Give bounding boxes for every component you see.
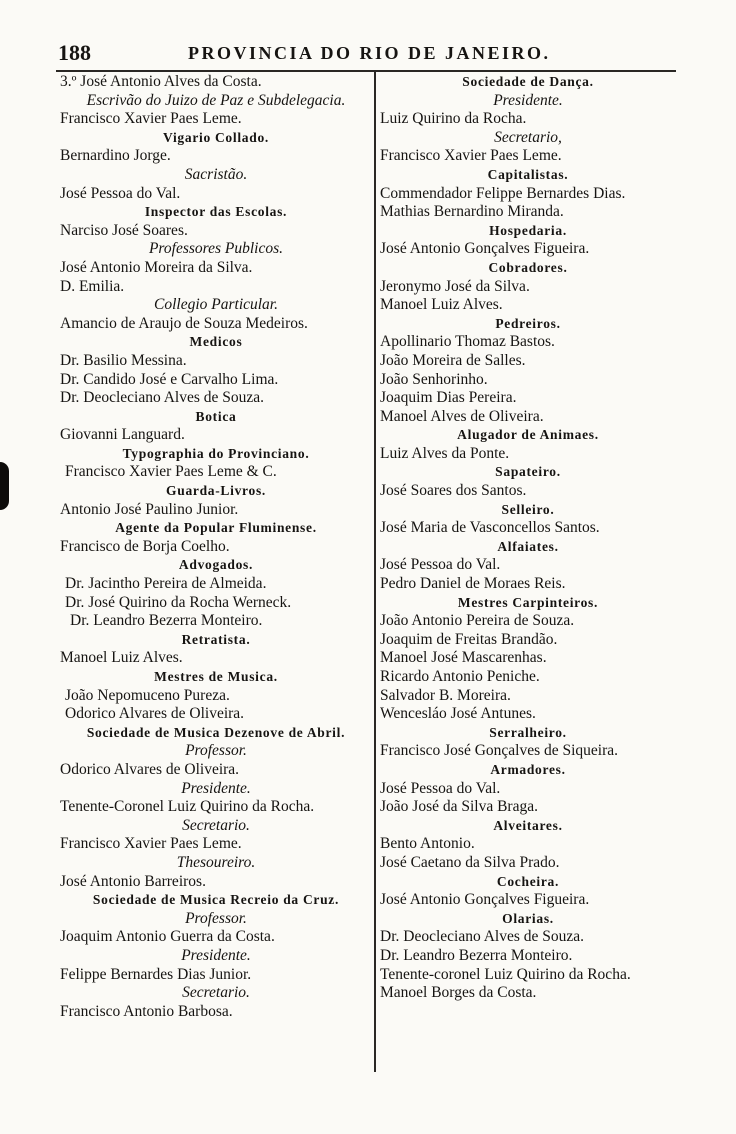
directory-entry: Francisco José Gonçalves de Siqueira. — [380, 742, 619, 760]
directory-entry: José Pessoa do Val. — [380, 779, 501, 797]
directory-entry: Francisco Xavier Paes Leme. — [380, 147, 562, 165]
role-title: Presidente. — [181, 946, 251, 964]
role-title: Presidente. — [493, 91, 563, 109]
directory-entry: José Maria de Vasconcellos Santos. — [380, 519, 600, 537]
directory-entry: Manoel Borges da Costa. — [380, 984, 537, 1002]
section-heading: Capitalistas. — [487, 166, 569, 182]
directory-entry: Dr. Deocleciano Alves de Souza. — [60, 389, 265, 407]
directory-entry: Luiz Alves da Ponte. — [380, 444, 510, 462]
directory-entry: Dr. Jacintho Pereira de Almeida. — [65, 575, 267, 593]
left-column — [60, 73, 372, 1021]
section-heading: Botica — [195, 408, 237, 424]
section-heading: Typographia do Provinciano. — [122, 445, 310, 461]
directory-entry: Dr. Leandro Bezerra Monteiro. — [380, 946, 573, 964]
column-divider — [374, 72, 376, 1072]
section-heading: Sociedade de Musica Recreio da Cruz. — [92, 892, 340, 908]
directory-entry: Dr. Leandro Bezerra Monteiro. — [70, 612, 263, 630]
directory-entry: Narciso José Soares. — [60, 221, 188, 239]
ink-blot — [0, 462, 9, 510]
directory-entry: Odorico Alvares de Oliveira. — [65, 705, 245, 723]
section-heading: Mestres Carpinteiros. — [457, 594, 599, 610]
directory-entry: Francisco de Borja Coelho. — [60, 537, 230, 555]
directory-entry: Joaquim Dias Pereira. — [380, 389, 517, 407]
role-title: Secretario. — [182, 816, 250, 834]
section-heading: Alveitares. — [493, 817, 563, 833]
section-heading: Retratista. — [181, 631, 251, 647]
directory-entry: Manoel Luiz Alves. — [380, 296, 503, 314]
role-title: Sacristão. — [184, 165, 248, 183]
directory-entry: Manoel Alves de Oliveira. — [380, 407, 544, 425]
section-heading: Sociedade de Musica Dezenove de Abril. — [86, 724, 346, 740]
directory-entry: Dr. José Quirino da Rocha Werneck. — [65, 593, 292, 611]
directory-entry: Ricardo Antonio Peniche. — [380, 668, 540, 685]
directory-entry: José Antonio Gonçalves Figueira. — [380, 891, 590, 909]
role-title: Professor. — [185, 742, 247, 760]
section-heading: Pedreiros. — [495, 315, 561, 331]
directory-entry: João Nepomuceno Pureza. — [65, 686, 230, 704]
directory-entry: Salvador B. Moreira. — [380, 686, 511, 704]
section-heading: Sapateiro. — [495, 464, 561, 480]
directory-entry: Amancio de Araujo de Souza Medeiros. — [60, 314, 308, 332]
section-heading: Armadores. — [490, 761, 566, 777]
page-header — [58, 40, 678, 68]
section-heading: Alfaiates. — [497, 538, 559, 554]
section-heading: Inspector das Escolas. — [144, 204, 288, 220]
directory-entry: Jeronymo José da Silva. — [380, 277, 530, 295]
header-rule — [56, 70, 676, 72]
directory-entry: Felippe Bernardes Dias Junior. — [60, 965, 252, 983]
directory-entry: D. Emilia. — [60, 277, 125, 295]
right-column — [380, 73, 676, 1003]
directory-entry: Dr. Basilio Messina. — [60, 351, 187, 369]
role-title: Escrivão do Juizo de Paz e Subdelegacia. — [86, 91, 346, 109]
directory-entry: Antonio José Paulino Junior. — [60, 500, 239, 518]
directory-entry: Manoel José Mascarenhas. — [380, 649, 547, 667]
directory-entry: Bento Antonio. — [380, 835, 475, 853]
role-title: Collegio Particular. — [154, 296, 278, 314]
directory-entry: Dr. Candido José e Carvalho Lima. — [60, 370, 279, 388]
section-heading: Sociedade de Dança. — [462, 74, 594, 89]
directory-entry: José Antonio Moreira da Silva. — [60, 258, 253, 276]
directory-entry: José Caetano da Silva Prado. — [380, 853, 560, 871]
directory-entry: Apollinario Thomaz Bastos. — [380, 333, 555, 351]
directory-entry: José Pessoa do Val. — [60, 184, 181, 202]
section-heading: Mestres de Musica. — [154, 669, 278, 684]
role-title: Presidente. — [181, 779, 251, 797]
directory-entry: Francisco Xavier Paes Leme. — [60, 835, 242, 853]
directory-entry: João Senhorinho. — [380, 370, 488, 388]
page-number: 188 — [58, 40, 91, 65]
directory-entry: Bernardino Jorge. — [60, 147, 171, 165]
role-title: Secretario, — [494, 128, 562, 146]
directory-entry: Commendador Felippe Bernardes Dias. — [380, 184, 626, 202]
section-heading: Guarda-Livros. — [166, 483, 266, 499]
section-heading: Cocheira. — [496, 873, 560, 889]
directory-entry: João Moreira de Salles. — [380, 351, 526, 369]
role-title: Secretario. — [182, 984, 250, 1002]
directory-entry: Tenente-coronel Luiz Quirino da Rocha. — [380, 965, 631, 983]
section-heading: Medicos — [189, 334, 243, 350]
directory-entry: João José da Silva Braga. — [380, 798, 538, 816]
directory-entry: Francisco Xavier Paes Leme. — [60, 110, 242, 128]
section-heading: Selleiro. — [501, 501, 555, 517]
directory-entry: Joaquim de Freitas Brandão. — [380, 630, 558, 648]
directory-entry: Luiz Quirino da Rocha. — [380, 110, 527, 128]
section-heading: Advogados. — [178, 557, 254, 573]
directory-entry: João Antonio Pereira de Souza. — [380, 612, 575, 630]
directory-entry: José Antonio Barreiros. — [60, 872, 206, 890]
section-heading: Hospedaria. — [489, 222, 567, 238]
section-heading: Agente da Popular Fluminense. — [115, 520, 317, 536]
directory-entry: Wencesláo José Antunes. — [380, 705, 536, 723]
directory-entry: Dr. Deocleciano Alves de Souza. — [380, 928, 585, 946]
section-heading: Alugador de Animaes. — [457, 427, 599, 443]
directory-entry: José Pessoa do Val. — [380, 556, 501, 574]
directory-entry: José Soares dos Santos. — [380, 482, 527, 500]
role-title: Professor. — [185, 909, 247, 927]
directory-entry: Francisco Xavier Paes Leme & C. — [65, 463, 277, 481]
directory-entry: José Antonio Gonçalves Figueira. — [380, 240, 590, 258]
section-heading: Serralheiro. — [489, 724, 567, 740]
section-heading: Vigario Collado. — [163, 129, 269, 145]
directory-entry: Tenente-Coronel Luiz Quirino da Rocha. — [60, 798, 315, 816]
running-head: PROVINCIA DO RIO DE JANEIRO. — [188, 43, 551, 63]
role-title: Thesoureiro. — [176, 853, 256, 871]
section-heading: Olarias. — [502, 910, 554, 926]
directory-entry: Odorico Alvares de Oliveira. — [60, 760, 240, 778]
directory-entry: Manoel Luiz Alves. — [60, 649, 183, 667]
directory-entry: Francisco Antonio Barbosa. — [60, 1002, 233, 1020]
section-heading: Cobradores. — [488, 259, 568, 275]
directory-entry: Joaquim Antonio Guerra da Costa. — [60, 928, 275, 946]
directory-entry: 3.º José Antonio Alves da Costa. — [60, 73, 262, 90]
directory-entry: Pedro Daniel de Moraes Reis. — [380, 575, 566, 593]
directory-entry: Giovanni Languard. — [60, 426, 185, 444]
directory-entry: Mathias Bernardino Miranda. — [380, 203, 564, 221]
role-title: Professores Publicos. — [148, 240, 284, 258]
